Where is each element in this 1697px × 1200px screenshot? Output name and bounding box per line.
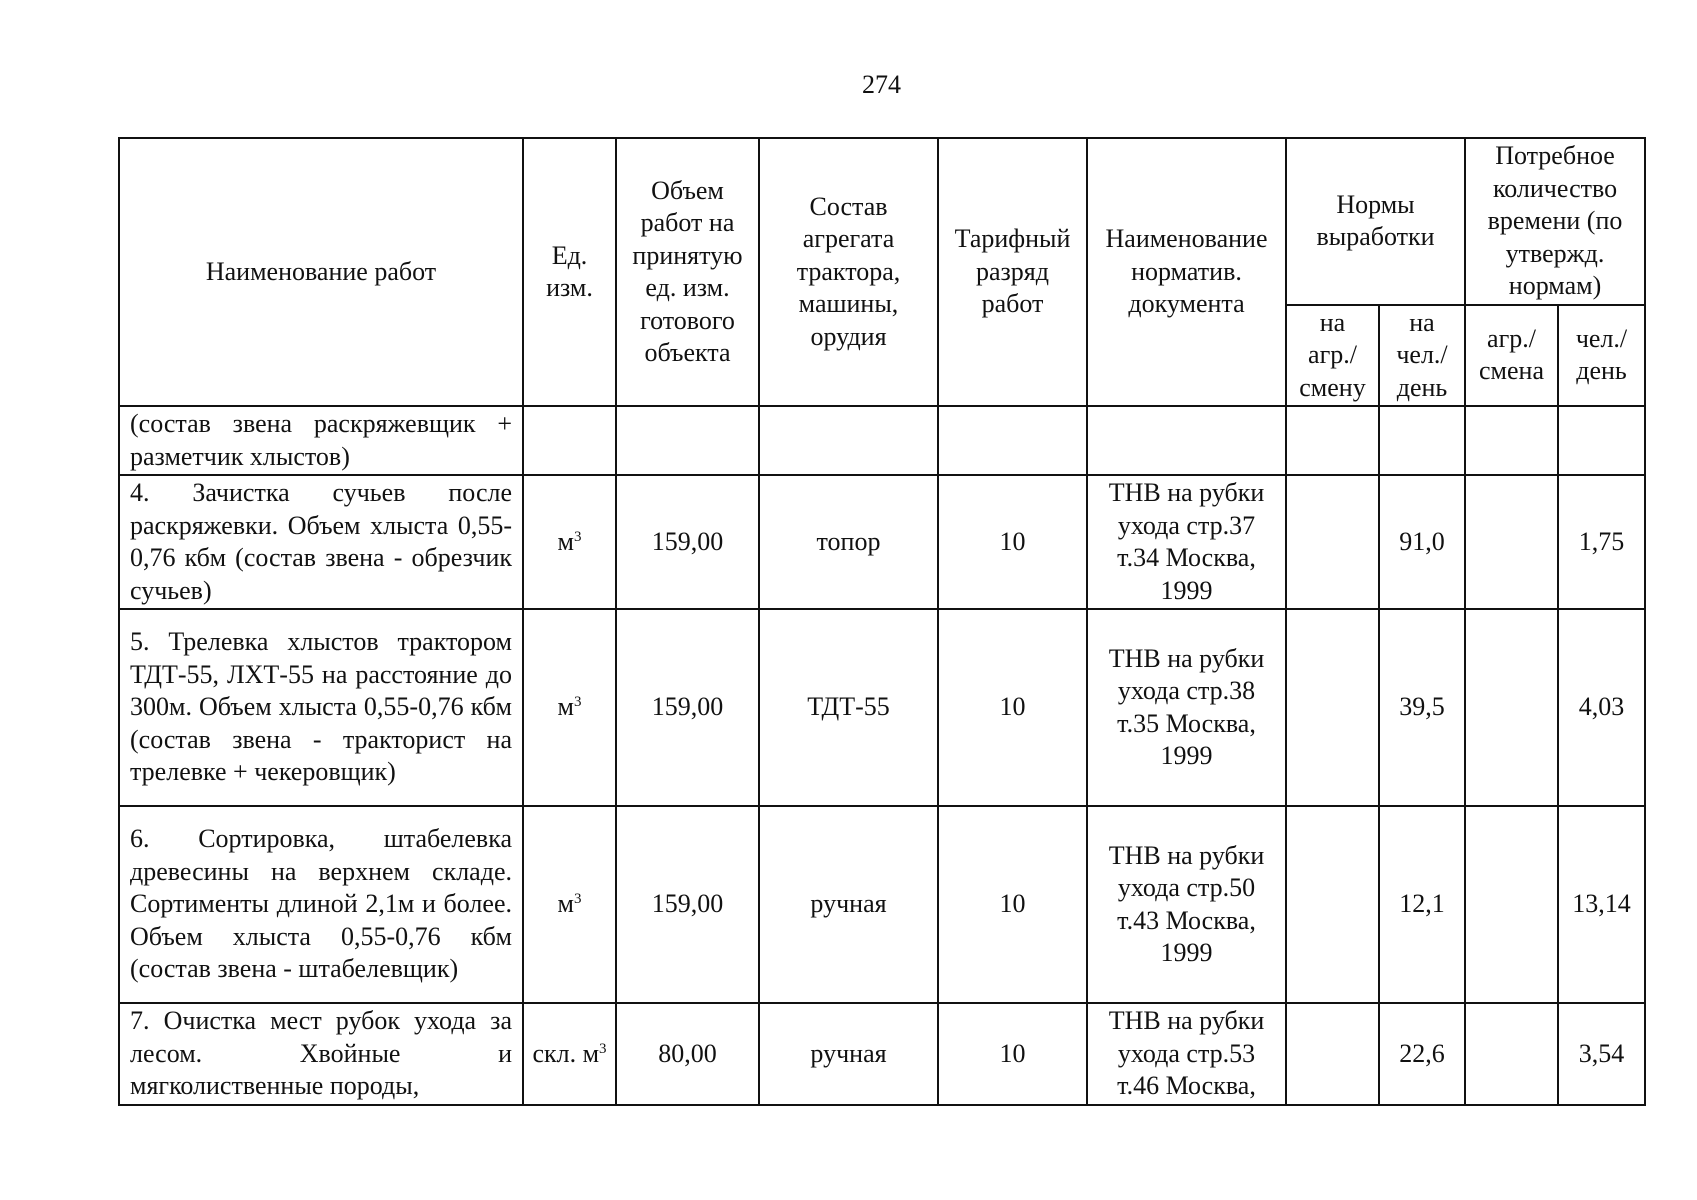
cell-need-man: 3,54 bbox=[1558, 1003, 1645, 1105]
header-norms-man: на чел./ день bbox=[1379, 305, 1465, 407]
table-row bbox=[119, 475, 1645, 609]
cell-norm-man: 39,5 bbox=[1379, 609, 1465, 806]
cell-document: ТНВ на рубки ухода стр.53 т.46 Москва, bbox=[1087, 1003, 1286, 1105]
cell-need-agr bbox=[1465, 475, 1558, 609]
cell-grade: 10 bbox=[938, 1003, 1087, 1105]
cell-grade bbox=[938, 406, 1087, 475]
cell-work-name: 4. Зачистка сучьев после раскряжевки. Объем хлыста 0,55-0,76 кбм (состав звена - обрезчик сучьев) bbox=[119, 475, 523, 609]
cell-norm-agr bbox=[1286, 406, 1379, 475]
cell-machine: ручная bbox=[759, 1003, 938, 1105]
header-unit: Ед. изм. bbox=[523, 138, 616, 406]
cell-volume: 80,00 bbox=[616, 1003, 759, 1105]
header-norms-agr: на агр./ смену bbox=[1286, 305, 1379, 407]
header-need-man: чел./ день bbox=[1558, 305, 1645, 407]
header-document: Наименование норматив. документа bbox=[1087, 138, 1286, 406]
cell-volume: 159,00 bbox=[616, 806, 759, 1003]
cell-work-name: 7. Очистка мест рубок ухода за лесом. Хвойные и мягколиственные породы, bbox=[119, 1003, 523, 1105]
cell-need-agr bbox=[1465, 1003, 1558, 1105]
table-row bbox=[119, 406, 1645, 475]
table-row bbox=[119, 1003, 1645, 1105]
cell-unit bbox=[523, 475, 616, 609]
cell-norm-agr bbox=[1286, 475, 1379, 609]
cell-norm-agr bbox=[1286, 806, 1379, 1003]
cell-need-agr bbox=[1465, 406, 1558, 475]
cell-grade: 10 bbox=[938, 806, 1087, 1003]
header-volume: Объем работ на принятую ед. изм. готового объекта bbox=[616, 138, 759, 406]
cell-unit bbox=[523, 1003, 616, 1105]
cell-norm-man bbox=[1379, 406, 1465, 475]
cell-need-agr bbox=[1465, 609, 1558, 806]
cell-volume: 159,00 bbox=[616, 609, 759, 806]
cell-unit bbox=[523, 806, 616, 1003]
cell-work-name: 5. Трелевка хлыстов трактором ТДТ-55, ЛХТ-55 на расстояние до 300м. Объем хлыста 0,55-0,76 кбм (состав звена - тракторист на трелевке + чекеровщик) bbox=[119, 609, 523, 806]
cell-work-name: 6. Сортировка, штабелевка древесины на верхнем складе. Сортименты длиной 2,1м и более. Объем хлыста 0,55-0,76 кбм (состав звена - штабелевщик) bbox=[119, 806, 523, 1003]
cell-machine: топор bbox=[759, 475, 938, 609]
cell-norm-man: 22,6 bbox=[1379, 1003, 1465, 1105]
header-norms: Нормы выработки bbox=[1286, 138, 1465, 305]
cell-need-man: 4,03 bbox=[1558, 609, 1645, 806]
cell-grade: 10 bbox=[938, 475, 1087, 609]
cell-norm-man: 91,0 bbox=[1379, 475, 1465, 609]
table-header-row bbox=[119, 138, 1645, 305]
cell-unit bbox=[523, 406, 616, 475]
unit-superscript: 3 bbox=[573, 891, 582, 908]
table-row bbox=[119, 609, 1645, 806]
cell-work-name: (состав звена раскряжевщик + разметчик хлыстов) bbox=[119, 406, 523, 475]
unit-text: скл. м bbox=[532, 1038, 600, 1068]
cell-need-man: 1,75 bbox=[1558, 475, 1645, 609]
cell-machine: ручная bbox=[759, 806, 938, 1003]
page-number: 274 bbox=[862, 70, 901, 99]
header-grade: Тарифный разряд работ bbox=[938, 138, 1087, 406]
unit-text: м bbox=[557, 526, 574, 556]
cell-need-man bbox=[1558, 406, 1645, 475]
cell-machine: ТДТ-55 bbox=[759, 609, 938, 806]
cell-document: ТНВ на рубки ухода стр.38 т.35 Москва, 1999 bbox=[1087, 609, 1286, 806]
cell-norm-man: 12,1 bbox=[1379, 806, 1465, 1003]
cell-volume: 159,00 bbox=[616, 475, 759, 609]
cell-norm-agr bbox=[1286, 609, 1379, 806]
cell-volume bbox=[616, 406, 759, 475]
cell-document bbox=[1087, 406, 1286, 475]
header-need: Потребное количество времени (по утвержд. нормам) bbox=[1465, 138, 1645, 305]
cell-unit bbox=[523, 609, 616, 806]
cell-machine bbox=[759, 406, 938, 475]
cell-grade: 10 bbox=[938, 609, 1087, 806]
header-name: Наименование работ bbox=[119, 138, 523, 406]
unit-superscript: 3 bbox=[573, 528, 582, 545]
unit-superscript: 3 bbox=[573, 694, 582, 711]
cell-norm-agr bbox=[1286, 1003, 1379, 1105]
table-row bbox=[119, 806, 1645, 1003]
cell-document: ТНВ на рубки ухода стр.50 т.43 Москва, 1999 bbox=[1087, 806, 1286, 1003]
unit-text: м bbox=[557, 889, 574, 919]
cell-document: ТНВ на рубки ухода стр.37 т.34 Москва, 1999 bbox=[1087, 475, 1286, 609]
header-machine: Состав агрегата трактора, машины, орудия bbox=[759, 138, 938, 406]
cell-need-agr bbox=[1465, 806, 1558, 1003]
cell-need-man: 13,14 bbox=[1558, 806, 1645, 1003]
work-norms-table bbox=[118, 137, 1646, 1106]
header-need-agr: агр./ смена bbox=[1465, 305, 1558, 407]
unit-superscript: 3 bbox=[599, 1040, 607, 1057]
unit-text: м bbox=[557, 692, 574, 722]
